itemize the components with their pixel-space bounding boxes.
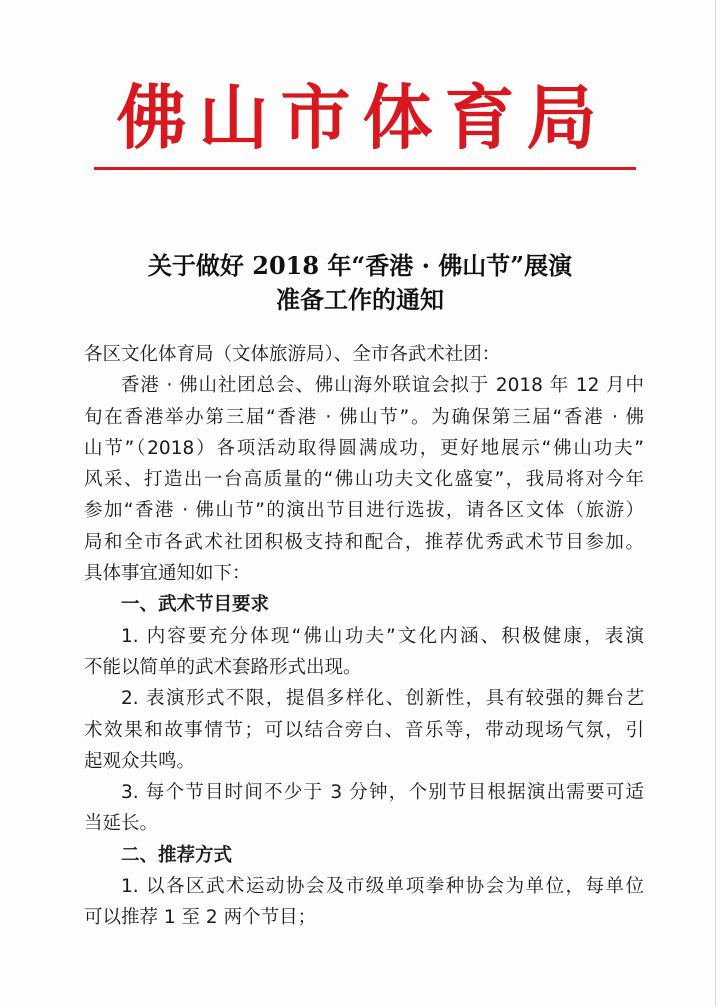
paragraph-line: 1. 内容要充分体现“佛山功夫”文化内涵、积极健康，表演 bbox=[121, 625, 644, 647]
document-body bbox=[84, 339, 644, 934]
section-heading-1: 一、武术节目要求 bbox=[121, 594, 270, 616]
letterhead-title: 佛山市体育局 bbox=[116, 77, 609, 159]
paragraph-line: 山节”（2018）各项活动取得圆满成功，更好地展示“佛山功夫” bbox=[84, 437, 644, 459]
page-edge bbox=[715, 0, 716, 1006]
paragraph-line: 当延长。 bbox=[84, 813, 159, 835]
salutation-line: 各区文化体育局（文体旅游局）、全市各武术社团： bbox=[84, 344, 501, 365]
paragraph-line: 具体事宜通知如下： bbox=[84, 563, 251, 585]
section-heading-2: 二、推荐方式 bbox=[121, 844, 233, 866]
paragraph-line: 风采、打造出一台高质量的“佛山功夫文化盛宴”，我局将对今年 bbox=[84, 469, 644, 491]
paragraph-line: 不能以简单的武术套路形式出现。 bbox=[84, 656, 362, 678]
letterhead-red-rule bbox=[94, 167, 636, 170]
paragraph-line: 1. 以各区武术运动协会及市级单项拳种协会为单位，每单位 bbox=[121, 876, 644, 898]
paragraph-line: 旬在香港举办第三届“香港 · 佛山节”。为确保第三届“香港 · 佛 bbox=[84, 406, 644, 428]
paragraph-line: 起观众共鸣。 bbox=[84, 750, 196, 772]
document-title-line-2: 准备工作的通知 bbox=[276, 285, 444, 314]
paragraph-line: 3. 每个节目时间不少于 3 分钟，个别节目根据演出需要可适 bbox=[121, 782, 644, 804]
paragraph-line: 香港 · 佛山社团总会、佛山海外联谊会拟于 2018 年 12 月中 bbox=[121, 375, 644, 397]
document-title-line-1: 关于做好 2018 年“香港 · 佛山节”展演 bbox=[147, 251, 573, 280]
paragraph-line: 局和全市各武术社团积极支持和配合，推荐优秀武术节目参加。 bbox=[84, 531, 644, 553]
paragraph-line: 2. 表演形式不限，提倡多样化、创新性，具有较强的舞台艺 bbox=[121, 688, 644, 710]
paragraph-line: 术效果和故事情节；可以结合旁白、音乐等，带动现场气氛，引 bbox=[84, 719, 644, 741]
paragraph-line: 参加“香港 · 佛山节”的演出节目进行选拔，请各区文体（旅游） bbox=[84, 500, 644, 522]
paragraph-line: 可以推荐 1 至 2 两个节目； bbox=[84, 907, 317, 929]
